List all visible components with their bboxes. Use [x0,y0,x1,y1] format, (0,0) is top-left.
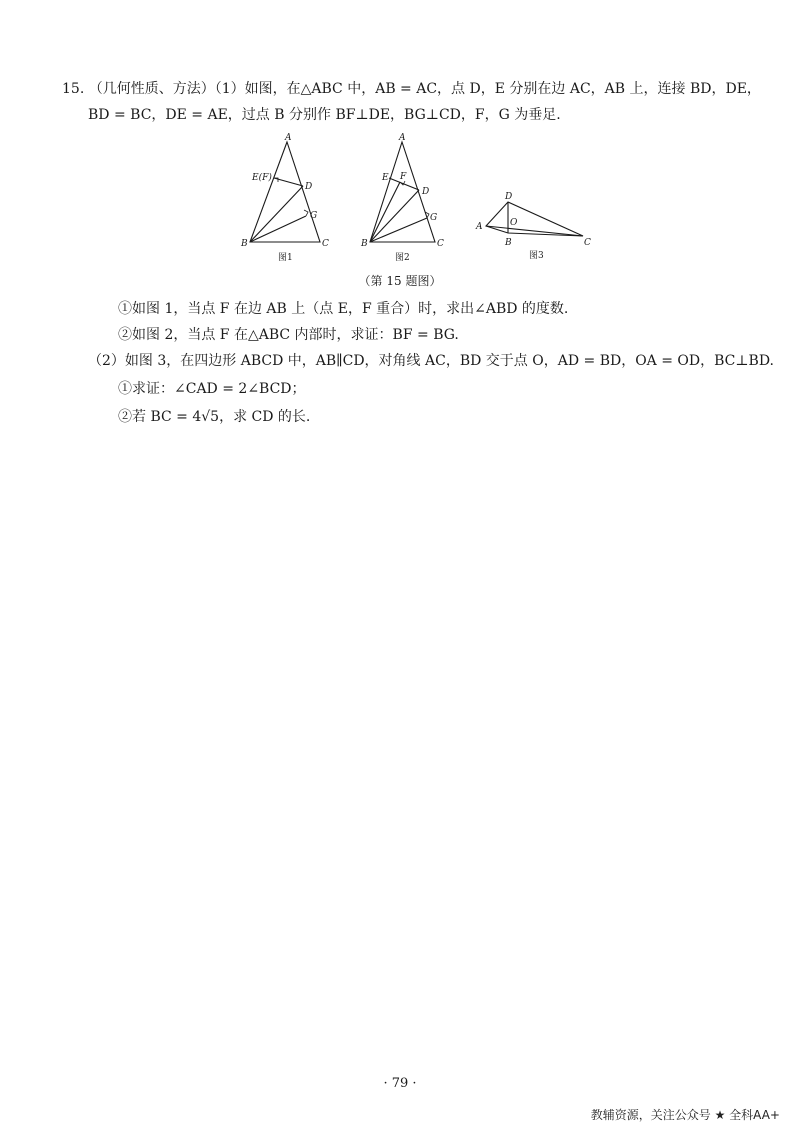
footer-watermark: 教辅资源，关注公众号 ★ 全科AA+ [590,1108,780,1122]
fig1-label-B: B [241,239,248,249]
sub-question-4: ②若 BC = 4√5，求 CD 的长. [118,409,311,425]
fig3-label-D: D [505,192,513,202]
fig1-caption: 图1 [278,253,293,263]
fig3-label-C: C [584,238,591,248]
fig3-label-A: A [476,222,483,232]
fig3-label-B: B [505,238,512,248]
fig2-label-E: E [382,173,389,183]
fig2-label-F: F [400,172,407,182]
fig2-label-A: A [399,133,406,143]
fig2-label-B: B [361,239,368,249]
figure-caption: （第 15 题图） [358,274,442,288]
problem-line-2: BD = BC，DE = AE，过点 B 分别作 BF⊥DE，BG⊥CD，F，G 为垂足. [88,107,561,123]
sub-question-1: ①如图 1，当点 F 在边 AB 上（点 E，F 重合）时，求出∠ABD 的度数. [118,301,569,317]
fig2-label-C: C [437,239,444,249]
fig2-label-D: D [422,187,430,197]
figure-1 [240,133,329,263]
problem-line-1: 15. （几何性质、方法）（1）如图，在△ABC 中，AB = AC，点 D，E 分别在边 AC，AB 上，连接 BD，DE， [62,81,761,97]
fig3-caption: 图3 [529,251,544,261]
sub-question-3: ①求证：∠CAD = 2∠BCD； [118,381,306,397]
fig1-label-D: D [305,182,313,192]
sub-question-2: ②如图 2，当点 F 在△ABC 内部时，求证：BF = BG. [118,327,459,343]
fig2-label-G: G [430,213,438,223]
page-number: · 79 · [383,1076,417,1091]
fig3-label-O: O [510,218,518,228]
fig1-label-C: C [322,239,329,249]
fig2-caption: 图2 [395,253,410,263]
fig1-label-A: A [285,133,292,143]
figure-2 [360,133,444,263]
fig1-label-G: G [310,211,318,221]
fig1-label-EF: E(F) [252,173,272,183]
part-2: （2）如图 3，在四边形 ABCD 中，AB∥CD，对角线 AC，BD 交于点 O，AD = BD，OA = OD，BC⊥BD. [88,353,775,369]
figure-group [230,132,610,264]
figure-3 [475,192,591,261]
